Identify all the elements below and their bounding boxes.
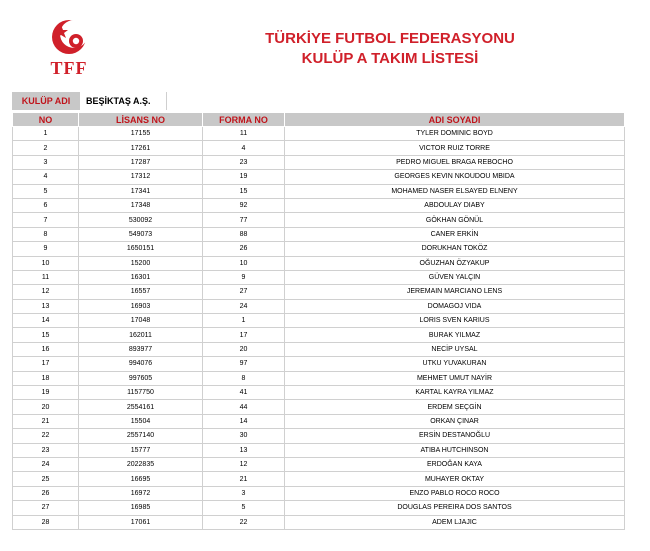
tff-logo-text: TFF [50,58,88,78]
table-row [13,371,625,385]
row-number: 11 [13,270,79,284]
table-row [13,227,625,241]
shirt-number: 12 [203,457,285,471]
player-name: OĞUZHAN ÖZYAKUP [285,256,625,270]
row-number: 26 [13,486,79,500]
shirt-number: 97 [203,357,285,371]
license-number: 16903 [79,299,203,313]
list-title: KULÜP A TAKIM LİSTESİ [301,50,479,67]
table-row [13,486,625,500]
column-header-shirt-no: FORMA NO [203,113,285,127]
license-number: 530092 [79,213,203,227]
shirt-number: 3 [203,486,285,500]
shirt-number: 13 [203,443,285,457]
table-row [13,256,625,270]
player-name: TYLER DOMINIC BOYD [285,127,625,141]
shirt-number: 27 [203,285,285,299]
shirt-number: 5 [203,501,285,515]
row-number: 25 [13,472,79,486]
shirt-number: 23 [203,155,285,169]
player-name: LORIS SVEN KARIUS [285,314,625,328]
table-row [13,242,625,256]
license-number: 17341 [79,184,203,198]
license-number: 17155 [79,127,203,141]
license-number: 994076 [79,357,203,371]
row-number: 18 [13,371,79,385]
player-name: JEREMAIN MARCIANO LENS [285,285,625,299]
table-row [13,270,625,284]
player-name: ERDEM SEÇGİN [285,400,625,414]
player-name: MOHAMED NASER ELSAYED ELNENY [285,184,625,198]
player-name: BURAK YILMAZ [285,328,625,342]
club-label: KULÜP ADI [12,92,80,110]
license-number: 893977 [79,342,203,356]
shirt-number: 19 [203,170,285,184]
shirt-number: 15 [203,184,285,198]
row-number: 9 [13,242,79,256]
row-number: 13 [13,299,79,313]
table-row [13,400,625,414]
shirt-number: 77 [203,213,285,227]
table-row [13,501,625,515]
column-header-no: NO [13,113,79,127]
license-number: 17048 [79,314,203,328]
row-number: 19 [13,386,79,400]
player-name: ORKAN ÇINAR [285,414,625,428]
license-number: 162011 [79,328,203,342]
license-number: 16557 [79,285,203,299]
table-row [13,213,625,227]
squad-table [12,112,625,530]
row-number: 7 [13,213,79,227]
shirt-number: 88 [203,227,285,241]
table-row [13,285,625,299]
table-row [13,127,625,141]
table-row [13,314,625,328]
table-row [13,328,625,342]
license-number: 16695 [79,472,203,486]
row-number: 20 [13,400,79,414]
player-name: ERSİN DESTANOĞLU [285,429,625,443]
shirt-number: 17 [203,328,285,342]
player-name: ERDOĞAN KAYA [285,457,625,471]
row-number: 15 [13,328,79,342]
license-number: 17261 [79,141,203,155]
player-name: PEDRO MIGUEL BRAGA REBOCHO [285,155,625,169]
table-row [13,472,625,486]
table-row [13,443,625,457]
table-row [13,198,625,212]
table-row [13,184,625,198]
player-name: UTKU YUVAKURAN [285,357,625,371]
shirt-number: 1 [203,314,285,328]
player-name: GÖKHAN GÖNÜL [285,213,625,227]
player-name: DORUKHAN TOKÖZ [285,242,625,256]
table-row [13,386,625,400]
license-number: 2554161 [79,400,203,414]
club-row [12,92,167,110]
shirt-number: 10 [203,256,285,270]
table-row [13,155,625,169]
player-name: DOMAGOJ VIDA [285,299,625,313]
player-name: ADEM LJAJIC [285,515,625,529]
row-number: 17 [13,357,79,371]
player-name: GÜVEN YALÇIN [285,270,625,284]
player-name: VICTOR RUIZ TORRE [285,141,625,155]
shirt-number: 21 [203,472,285,486]
license-number: 15777 [79,443,203,457]
license-number: 997605 [79,371,203,385]
row-number: 14 [13,314,79,328]
shirt-number: 26 [203,242,285,256]
table-row [13,515,625,529]
row-number: 28 [13,515,79,529]
license-number: 1650151 [79,242,203,256]
license-number: 15504 [79,414,203,428]
shirt-number: 4 [203,141,285,155]
row-number: 12 [13,285,79,299]
shirt-number: 92 [203,198,285,212]
player-name: ABDOULAY DIABY [285,198,625,212]
row-number: 22 [13,429,79,443]
player-name: NECİP UYSAL [285,342,625,356]
table-header-row [13,113,625,127]
shirt-number: 14 [203,414,285,428]
license-number: 16301 [79,270,203,284]
shirt-number: 30 [203,429,285,443]
table-row [13,357,625,371]
shirt-number: 20 [203,342,285,356]
table-row [13,170,625,184]
license-number: 16972 [79,486,203,500]
table-row [13,457,625,471]
row-number: 21 [13,414,79,428]
shirt-number: 11 [203,127,285,141]
row-number: 6 [13,198,79,212]
row-number: 23 [13,443,79,457]
license-number: 1157750 [79,386,203,400]
row-number: 3 [13,155,79,169]
license-number: 15200 [79,256,203,270]
player-name: MUHAYER OKTAY [285,472,625,486]
table-row [13,141,625,155]
table-row [13,342,625,356]
player-name: ENZO PABLO ROCO ROCO [285,486,625,500]
player-name: MEHMET UMUT NAYİR [285,371,625,385]
shirt-number: 41 [203,386,285,400]
table-row [13,429,625,443]
row-number: 10 [13,256,79,270]
row-number: 27 [13,501,79,515]
column-header-full-name: ADI SOYADI [285,113,625,127]
license-number: 2557140 [79,429,203,443]
shirt-number: 22 [203,515,285,529]
license-number: 549073 [79,227,203,241]
player-name: GEORGES KEVIN NKOUDOU MBIDA [285,170,625,184]
column-header-license-no: LİSANS NO [79,113,203,127]
shirt-number: 44 [203,400,285,414]
license-number: 17348 [79,198,203,212]
license-number: 2022835 [79,457,203,471]
shirt-number: 9 [203,270,285,284]
player-name: CANER ERKİN [285,227,625,241]
row-number: 8 [13,227,79,241]
row-number: 1 [13,127,79,141]
club-name: BEŞİKTAŞ A.Ş. [80,92,167,110]
player-name: ATIBA HUTCHINSON [285,443,625,457]
row-number: 5 [13,184,79,198]
row-number: 24 [13,457,79,471]
license-number: 16985 [79,501,203,515]
player-name: KARTAL KAYRA YILMAZ [285,386,625,400]
row-number: 16 [13,342,79,356]
player-name: DOUGLAS PEREIRA DOS SANTOS [285,501,625,515]
license-number: 17312 [79,170,203,184]
table-row [13,299,625,313]
row-number: 4 [13,170,79,184]
shirt-number: 8 [203,371,285,385]
row-number: 2 [13,141,79,155]
license-number: 17287 [79,155,203,169]
table-row [13,414,625,428]
shirt-number: 24 [203,299,285,313]
license-number: 17061 [79,515,203,529]
federation-title: TÜRKİYE FUTBOL FEDERASYONU [265,30,515,47]
